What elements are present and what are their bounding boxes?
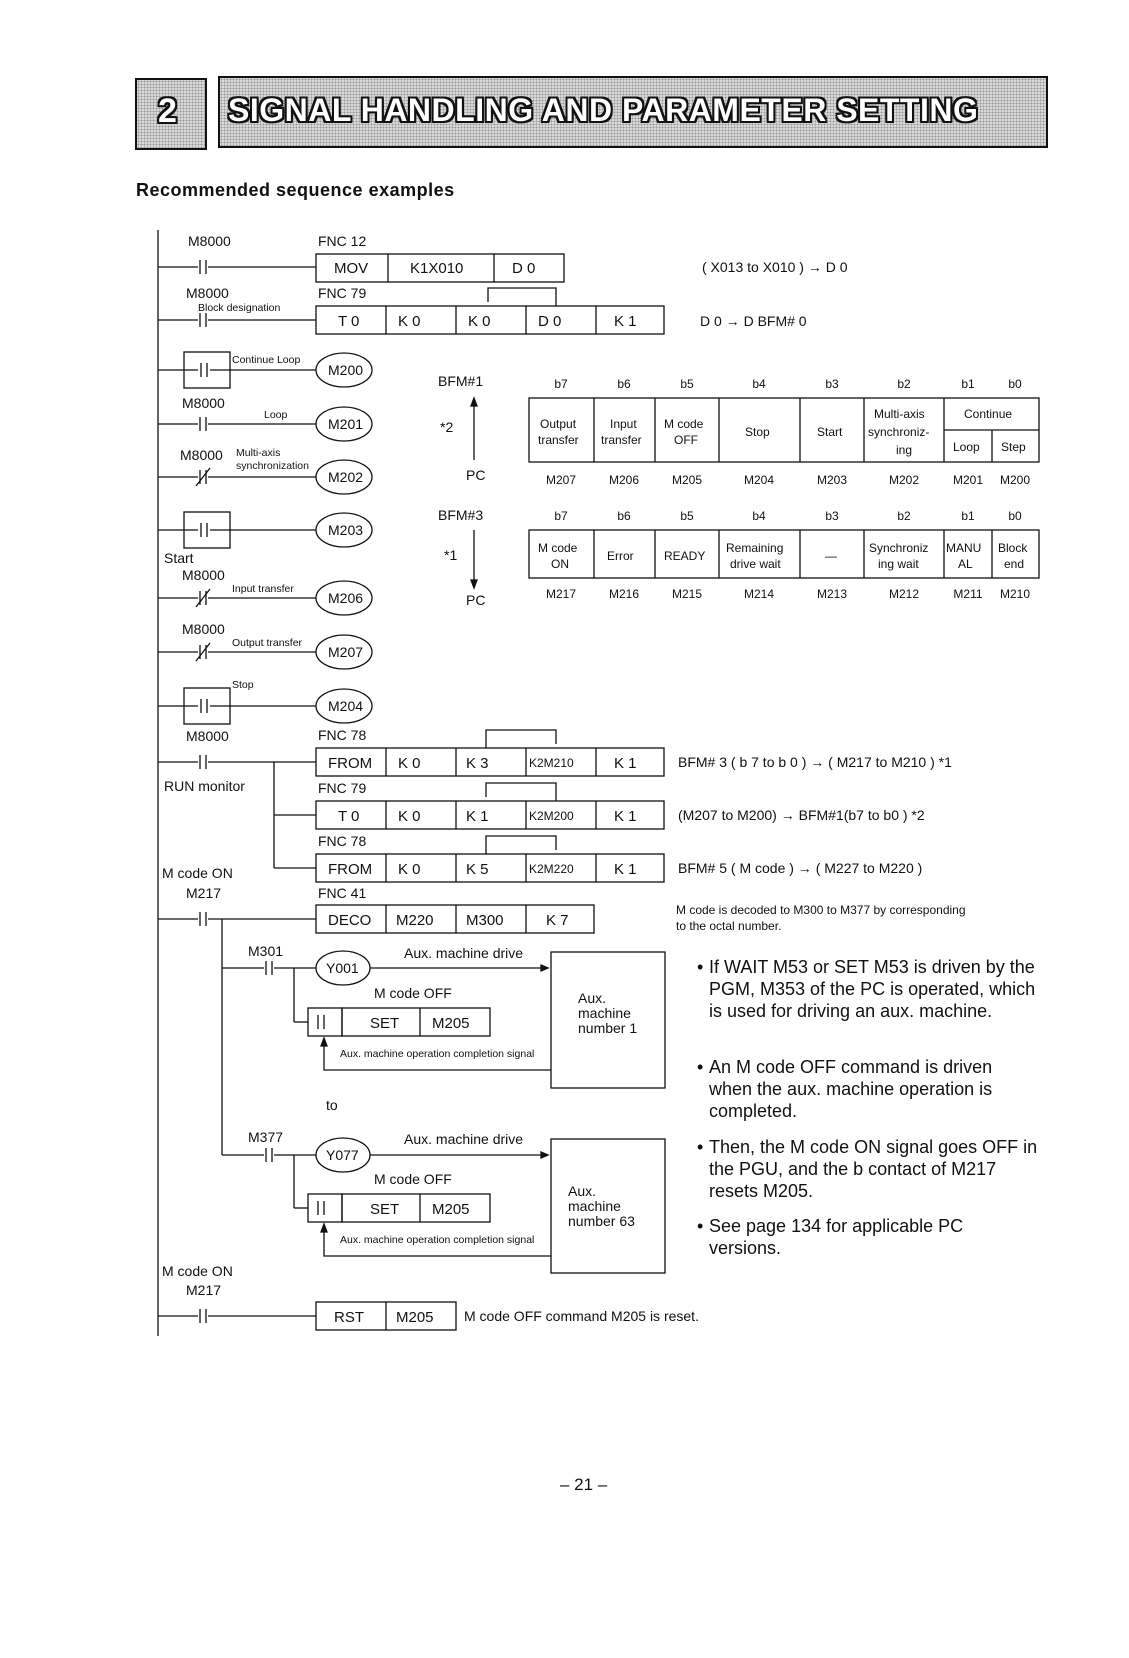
deco-label-2: M217: [186, 885, 222, 901]
bfm3-bit-4: b3: [825, 509, 839, 523]
bfm1-b6-line1: Input: [610, 417, 637, 431]
aux63-contact: M377: [248, 1129, 284, 1145]
rung2-contact: M8000: [186, 285, 229, 301]
bfm1-b1-loop: Loop: [953, 440, 980, 454]
block-a-label: Continue Loop: [232, 354, 301, 366]
aux1-box-3: number 1: [578, 1020, 638, 1036]
deco-label-1: M code ON: [162, 865, 233, 881]
aux1-contact: M301: [248, 943, 284, 959]
bfm1-device-3: M204: [743, 473, 775, 487]
bfm1-bit-7: b0: [1008, 377, 1022, 391]
bfm3-b6: Error: [607, 549, 634, 563]
to-cell-5: K 1: [614, 808, 637, 825]
aux1-coil: Y001: [326, 960, 359, 976]
bfm1-device-7: M200: [999, 473, 1031, 487]
bfm1-device-5: M202: [888, 473, 920, 487]
rung2-sublabel: Block designation: [198, 302, 281, 314]
from1-cell-4: K2M210: [529, 756, 574, 770]
aux1-set: SET: [370, 1015, 400, 1032]
sync-label-2: synchronization: [236, 460, 309, 472]
bfm1-b2-line2: synchroniz-: [868, 425, 930, 439]
from1-contact: M8000: [186, 728, 229, 744]
deco-cell-4: K 7: [546, 912, 569, 929]
note-3: • Then, the M code ON signal goes OFF in the PGU, and the b contact of M217 resets M205.: [697, 1137, 1038, 1201]
bfm1-b7-line1: Output: [540, 417, 577, 431]
bfm3-device-3: M214: [743, 587, 775, 601]
bfm3-name: BFM#3: [438, 507, 484, 523]
stop-label: Stop: [232, 679, 254, 691]
chapter-number: 2: [158, 92, 177, 130]
aux1-completion: Aux. machine operation completion signal: [340, 1048, 535, 1060]
aux63-set-dev: M205: [432, 1201, 470, 1218]
to-cell-2: K 0: [398, 808, 421, 825]
bfm3-b7-line2: ON: [551, 557, 569, 571]
bfm3-bit-7: b0: [1008, 509, 1022, 523]
bfm1-b1b0-continue: Continue: [964, 407, 1013, 421]
to-cell-1: T 0: [338, 808, 360, 825]
bfm1-device-6: M201: [952, 473, 984, 487]
bfm3-bit-6: b1: [961, 509, 975, 523]
bfm3-b7-line1: M code: [538, 541, 578, 555]
bfm1-b2-line3: ing: [896, 443, 913, 457]
rung2-cell-2: K 0: [398, 313, 421, 330]
bfm3-b1-line2: AL: [958, 557, 973, 571]
from2-cell-5: K 1: [614, 861, 637, 878]
bfm1-b2-line1: Multi-axis: [874, 407, 925, 421]
to-word: to: [326, 1097, 338, 1113]
bfm1-bit-6: b1: [961, 377, 975, 391]
bfm3-device-4: M213: [816, 587, 848, 601]
bfm3-b2-line1: Synchroniz: [869, 541, 929, 555]
bfm1-b5-line1: M code: [664, 417, 704, 431]
coil-m201: M201: [328, 416, 364, 432]
bfm1-bit-4: b3: [825, 377, 839, 391]
deco-fnc: FNC 41: [318, 885, 367, 901]
bfm3-device-7: M210: [999, 587, 1031, 601]
bfm1-bit-0: b7: [554, 377, 568, 391]
coil-m200: M200: [328, 362, 364, 378]
output-contact: M8000: [182, 621, 225, 637]
rung2-cell-5: K 1: [614, 313, 637, 330]
aux63-mcode-off: M code OFF: [374, 1171, 452, 1187]
bfm3-bit-2: b5: [680, 509, 694, 523]
coil-m203: M203: [328, 522, 364, 538]
from2-cell-1: FROM: [328, 861, 373, 878]
bfm3-bit-5: b2: [897, 509, 911, 523]
from2-fnc: FNC 78: [318, 833, 367, 849]
bfm1-name: BFM#1: [438, 373, 484, 389]
aux63-set: SET: [370, 1201, 400, 1218]
bfm3-b0-line1: Block: [998, 541, 1028, 555]
rung1-comment: ( X013 to X010 ) → D 0: [702, 259, 848, 275]
to-cell-4: K2M200: [529, 809, 574, 823]
bullet-icon: •: [697, 1137, 704, 1157]
rst-cell-1: RST: [334, 1309, 364, 1326]
aux63-box-3: number 63: [568, 1213, 635, 1229]
note-4: • See page 134 for applicable PC versions.: [697, 1216, 964, 1258]
bullet-icon: •: [697, 957, 704, 977]
to-cell-3: K 1: [466, 808, 489, 825]
from1-fnc: FNC 78: [318, 727, 367, 743]
rung1-cell-2: K1X010: [410, 260, 464, 277]
bfm3-bit-3: b4: [752, 509, 766, 523]
rung2-fnc: FNC 79: [318, 285, 367, 301]
bfm3-bit-0: b7: [554, 509, 568, 523]
bfm3-b4-line2: drive wait: [730, 557, 781, 571]
bfm3-device-2: M215: [671, 587, 703, 601]
from2-comment: BFM# 5 ( M code ) → ( M227 to M220 ): [678, 860, 923, 876]
sync-label-1: Multi-axis: [236, 447, 281, 459]
output-label: Output transfer: [232, 637, 303, 649]
to-comment: (M207 to M200) → BFM#1(b7 to b0 ) *2: [678, 807, 925, 823]
bfm3-bit-1: b6: [617, 509, 631, 523]
bfm3-pc: PC: [466, 592, 486, 608]
rung2-cell-4: D 0: [538, 313, 562, 330]
from1-cell-2: K 0: [398, 755, 421, 772]
bfm1-b7-line2: transfer: [538, 433, 579, 447]
bfm1-b4: Stop: [745, 425, 770, 439]
input-label: Input transfer: [232, 583, 294, 595]
bfm1-b3: Start: [817, 425, 843, 439]
run-monitor-label: RUN monitor: [164, 778, 245, 794]
bfm1-b5-line2: OFF: [674, 433, 698, 447]
from1-cell-5: K 1: [614, 755, 637, 772]
coil-m207: M207: [328, 644, 364, 660]
rst-label-2: M217: [186, 1282, 222, 1298]
aux63-drive-label: Aux. machine drive: [404, 1131, 524, 1147]
rung1-contact: M8000: [188, 233, 231, 249]
deco-cell-1: DECO: [328, 912, 372, 929]
aux1-drive-label: Aux. machine drive: [404, 945, 524, 961]
note-2: • An M code OFF command is driven when the aux. machine operation is completed.: [697, 1057, 993, 1121]
bfm3-device-5: M212: [888, 587, 920, 601]
bfm3-b0-line2: end: [1004, 557, 1025, 571]
page-number: – 21 –: [560, 1475, 608, 1494]
coil-m202: M202: [328, 469, 364, 485]
deco-cell-3: M300: [466, 912, 504, 929]
bfm3-b4-line1: Remaining: [726, 541, 784, 555]
input-contact: M8000: [182, 567, 225, 583]
rst-cell-2: M205: [396, 1309, 434, 1326]
rung2-cell-3: K 0: [468, 313, 491, 330]
aux63-coil: Y077: [326, 1147, 359, 1163]
bullet-icon: •: [697, 1057, 704, 1077]
bfm3-device-0: M217: [545, 587, 577, 601]
coil-m206: M206: [328, 590, 364, 606]
bfm1-pc: PC: [466, 467, 486, 483]
loop-contact: M8000: [182, 395, 225, 411]
bfm1-b6-line2: transfer: [601, 433, 642, 447]
bfm1-device-2: M205: [671, 473, 703, 487]
bfm1-device-0: M207: [545, 473, 577, 487]
aux1-box-1: Aux.: [578, 990, 607, 1006]
rung2-cell-1: T 0: [338, 313, 360, 330]
aux63-box-1: Aux.: [568, 1183, 597, 1199]
bfm1-device-4: M203: [816, 473, 848, 487]
bfm3-b2-line2: ing wait: [878, 557, 919, 571]
aux1-set-dev: M205: [432, 1015, 470, 1032]
from2-cell-3: K 5: [466, 861, 489, 878]
deco-cell-2: M220: [396, 912, 434, 929]
deco-comment-1: M code is decoded to M300 to M377 by corresponding: [676, 903, 966, 917]
aux63-completion: Aux. machine operation completion signal: [340, 1234, 535, 1246]
aux1-mcode-off: M code OFF: [374, 985, 452, 1001]
rst-comment: M code OFF command M205 is reset.: [464, 1308, 699, 1324]
bfm3-note: *1: [444, 547, 458, 563]
rung1-cell-1: MOV: [334, 260, 369, 277]
to-fnc: FNC 79: [318, 780, 367, 796]
bfm1-b0-step: Step: [1001, 440, 1026, 454]
bfm1-bit-2: b5: [680, 377, 694, 391]
loop-label: Loop: [264, 409, 288, 421]
from2-cell-4: K2M220: [529, 862, 574, 876]
chapter-title: SIGNAL HANDLING AND PARAMETER SETTING: [228, 92, 979, 128]
bfm1-bit-1: b6: [617, 377, 631, 391]
aux63-box-2: machine: [568, 1198, 621, 1214]
from1-cell-1: FROM: [328, 755, 373, 772]
sync-contact: M8000: [180, 447, 223, 463]
bfm3-b3: —: [825, 549, 837, 563]
bullet-icon: •: [697, 1216, 704, 1236]
rst-label-1: M code ON: [162, 1263, 233, 1279]
rung2-comment: D 0 → D BFM# 0: [700, 313, 807, 329]
bfm3-b1-line1: MANU: [946, 541, 982, 555]
rung1-cell-3: D 0: [512, 260, 536, 277]
rung1-fnc: FNC 12: [318, 233, 367, 249]
bfm3-device-1: M216: [608, 587, 640, 601]
from1-comment: BFM# 3 ( b 7 to b 0 ) → ( M217 to M210 ) *1: [678, 754, 952, 770]
bfm3-b5: READY: [664, 549, 706, 563]
note-1: • If WAIT M53 or SET M53 is driven by the PGM, M353 of the PC is operated, which is used for driving an aux. machine.: [697, 957, 1036, 1021]
coil-m204: M204: [328, 698, 364, 714]
section-title: Recommended sequence examples: [136, 180, 455, 200]
bfm1-note: *2: [440, 419, 454, 435]
start-label: Start: [164, 550, 194, 566]
deco-comment-2: to the octal number.: [676, 919, 782, 933]
bfm1-bit-3: b4: [752, 377, 766, 391]
bfm3-device-6: M211: [953, 587, 983, 601]
bfm1-bit-5: b2: [897, 377, 911, 391]
from1-cell-3: K 3: [466, 755, 489, 772]
bfm1-device-1: M206: [608, 473, 640, 487]
aux1-box-2: machine: [578, 1005, 631, 1021]
from2-cell-2: K 0: [398, 861, 421, 878]
